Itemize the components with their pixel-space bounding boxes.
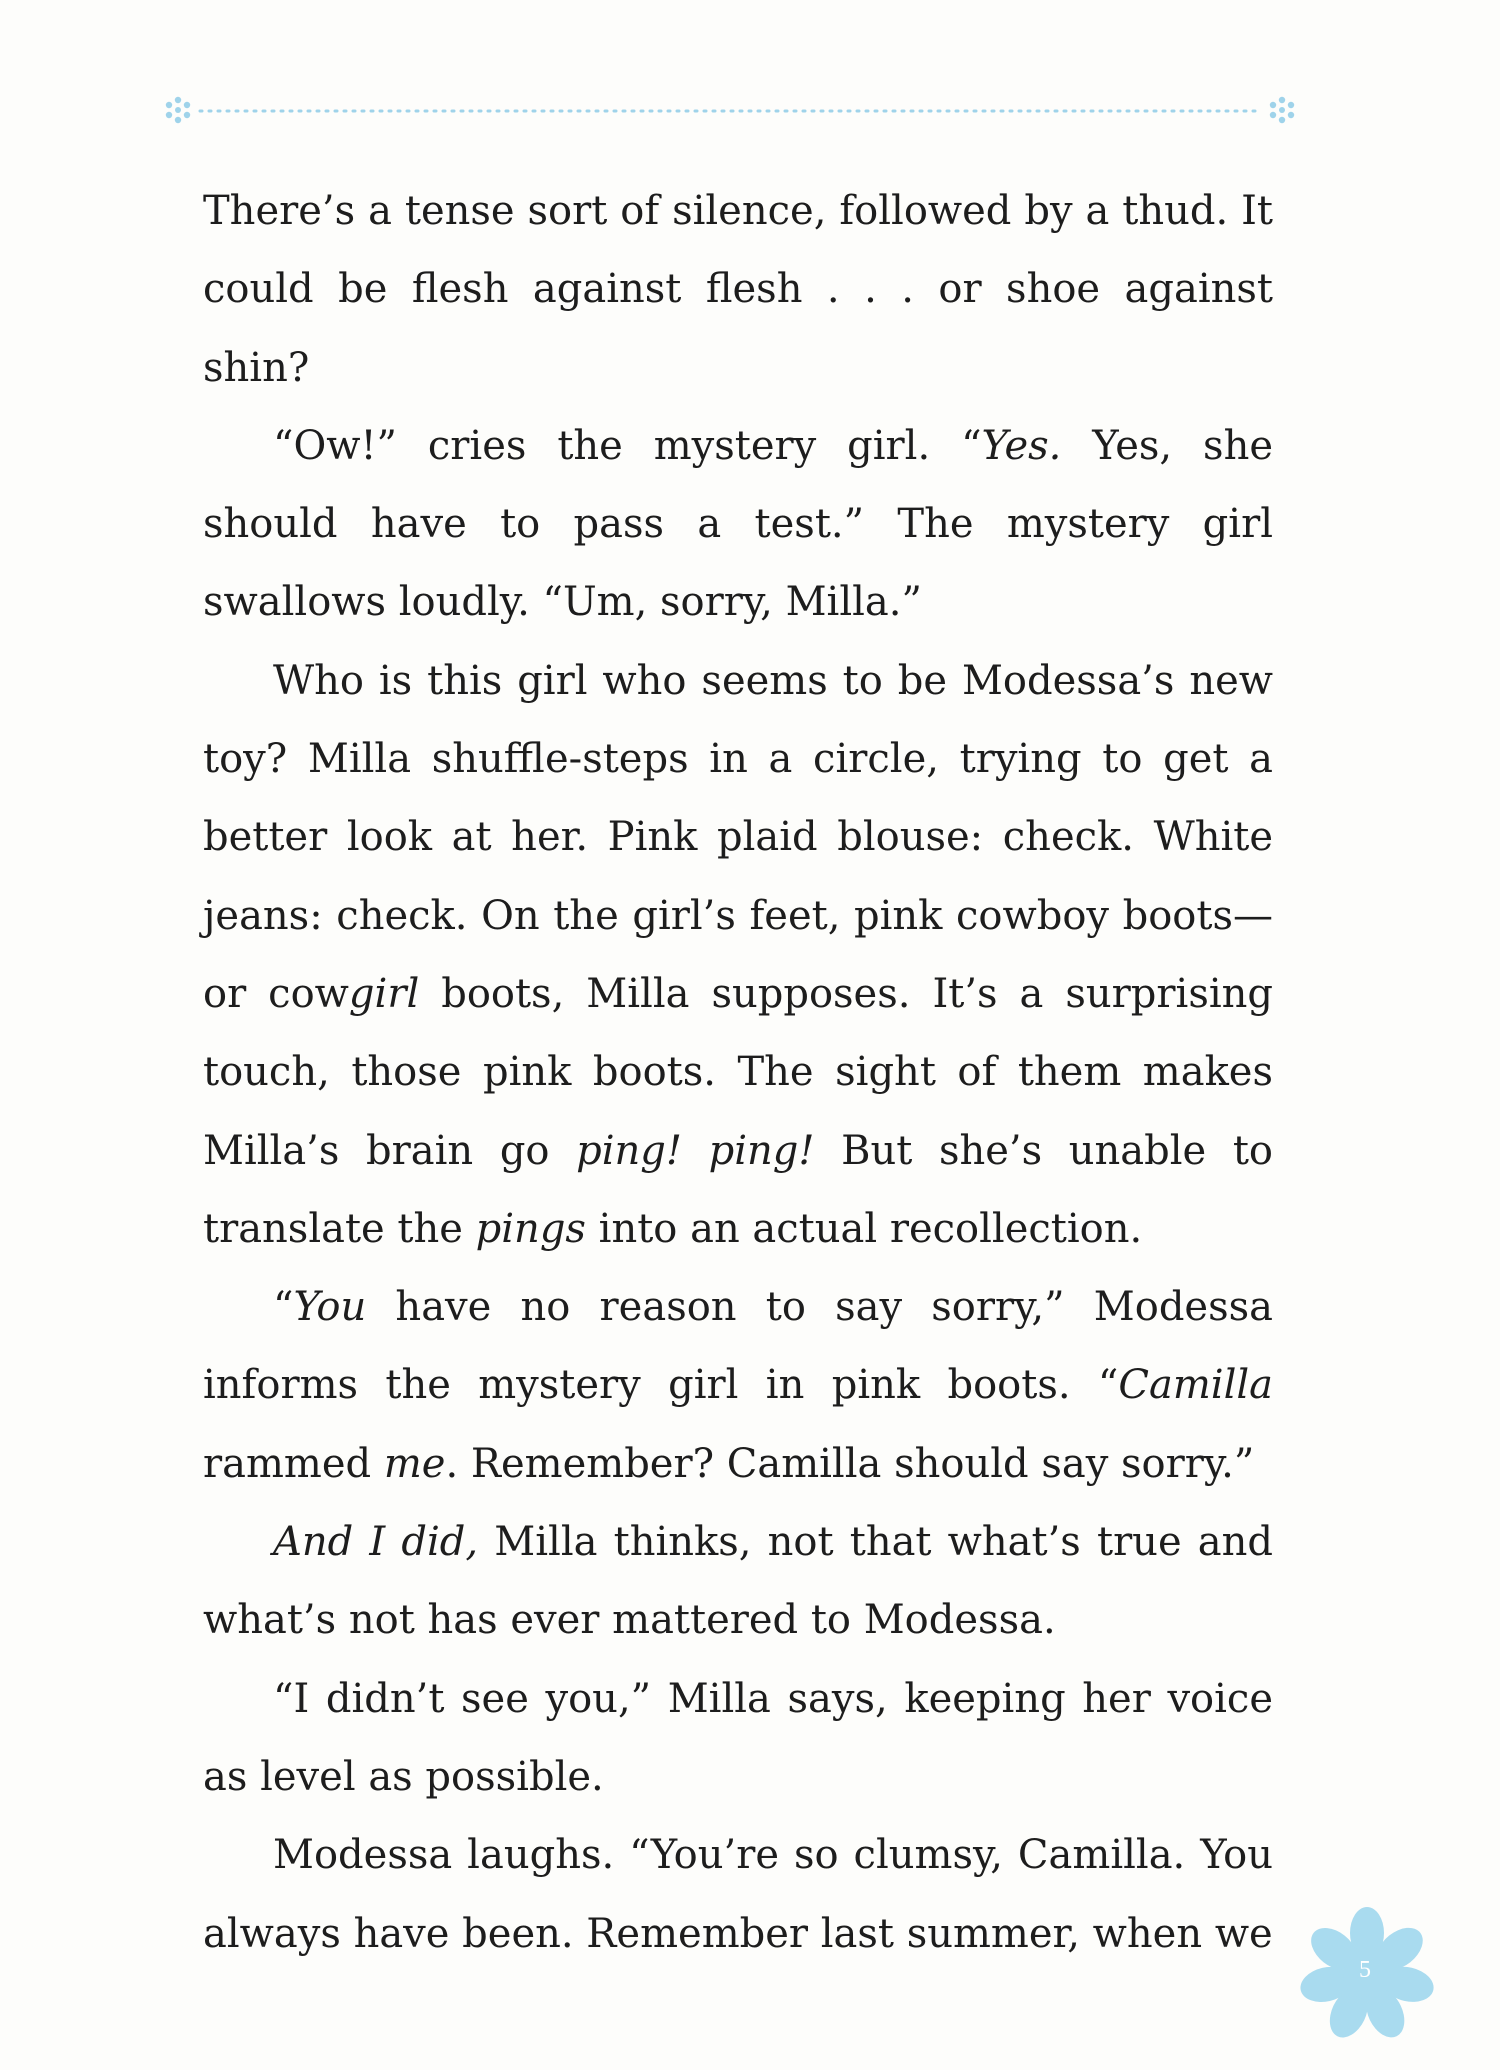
text-run: . Remember? Camilla should say sorry.” [445,1440,1255,1487]
page-number: 5 [1359,1957,1371,1983]
text-run: “Ow!” cries the mystery girl. “ [273,422,982,469]
paragraph [203,407,1273,642]
italic-text: Camilla [1118,1362,1273,1409]
text-run: “ [273,1284,294,1331]
header-dotted-rule [160,92,1300,128]
text-run: Milla thinks, not that what’s true and what’s not has ever mattered to Modessa. [203,1519,1273,1644]
text-run: “I didn’t see you,” Milla says, keeping her voice as level as possible. [203,1675,1273,1800]
italic-text: You [293,1284,367,1331]
text-run: Yes, she should have to pass a test.” The mystery girl swallows loudly. “Um, sorry, Milla.” [203,422,1273,626]
paragraph [203,1503,1273,1660]
paragraph [203,1660,1273,1817]
text-run: into an actual recollection. [585,1205,1143,1252]
snowflake-icon [166,97,190,123]
body-text [203,172,1273,1973]
italic-text: me [383,1440,446,1487]
text-run: boots, Milla supposes. It’s a surprising touch, those pink boots. The sight of them makes Milla’s brain go [203,970,1274,1174]
paragraph [203,172,1273,407]
text-run: But she’s unable to translate the [203,1127,1273,1252]
italic-text: Yes. [981,422,1062,469]
italic-text: pings [475,1205,586,1252]
text-run: There’s a tense sort of silence, followed by a thud. It could be flesh against flesh . . . or shoe against shin? [203,188,1273,391]
paragraph [203,1268,1273,1503]
italic-text: ping! ping! [576,1127,815,1174]
snowflake-icon [1270,97,1294,123]
dotted-rule-icon [160,92,1300,128]
text-run: have no reason to say sorry,” Modessa informs the mystery girl in pink boots. “ [203,1284,1273,1409]
italic-text: girl [348,970,420,1017]
italic-text: And I did, [273,1519,479,1566]
paragraph [203,1816,1273,1973]
text-run: Who is this girl who seems to be Modessa’s new toy? Milla shuffle-steps in a circle, trying to get a better look at her. Pink plaid blouse: check. White jeans: check. On the girl’s feet, pink cowboy boots—or cow [203,657,1273,1017]
text-run: Modessa laughs. “You’re so clumsy, Camilla. You always have been. Remember last summer, when we [203,1832,1273,1957]
text-run: rammed [203,1440,384,1487]
paragraph [203,642,1273,1268]
